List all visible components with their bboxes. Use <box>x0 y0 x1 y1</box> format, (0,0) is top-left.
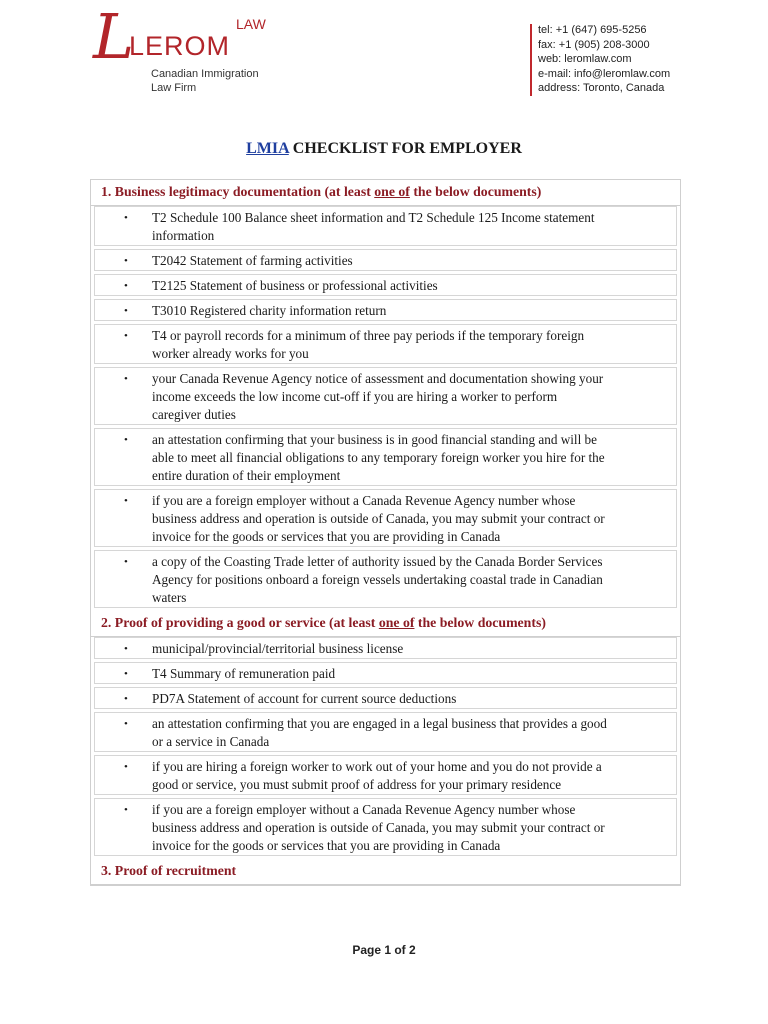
checklist-item-line: business address and operation is outside of Canada, you may submit your contract or <box>152 820 605 835</box>
checklist-item-line: T3010 Registered charity information return <box>152 303 387 318</box>
checklist-item-line: income exceeds the low income cut-off if you are hiring a worker to perform <box>152 389 558 404</box>
checklist-item-line: T4 Summary of remuneration paid <box>152 666 336 681</box>
section-heading-text: 2. Proof of providing a good or service (at least <box>101 615 379 630</box>
contact-divider <box>530 24 532 96</box>
checklist-item-line: invoice for the goods or services that you are providing in Canada <box>152 529 501 544</box>
checklist-item-line: caregiver duties <box>152 407 236 422</box>
checklist-item-line: an attestation confirming that you are engaged in a legal business that provides a good <box>152 716 607 731</box>
bullet-icon: • <box>124 643 128 655</box>
contact-address: address: Toronto, Canada <box>538 82 665 95</box>
checklist-item-line: Agency for positions onboard a foreign vessels undertaking coastal trade in Canadian <box>152 572 603 587</box>
logo-subtitle-1: Canadian Immigration <box>151 68 259 80</box>
checklist-item <box>94 324 677 364</box>
bullet-icon: • <box>124 718 128 730</box>
section-heading-text: the below documents) <box>409 184 542 199</box>
checklist-item <box>94 428 677 486</box>
checklist-item <box>94 550 677 608</box>
contact-info <box>538 23 670 96</box>
checklist-table <box>90 179 681 886</box>
bullet-icon: • <box>124 693 128 705</box>
section-heading-2 <box>91 611 680 637</box>
bullet-icon: • <box>124 668 128 680</box>
bullet-icon: • <box>124 373 128 385</box>
page-number: Page 1 of 2 <box>352 943 416 957</box>
checklist-item <box>94 687 677 709</box>
contact-web[interactable]: web: leromlaw.com <box>538 53 632 66</box>
section-heading-text: the below documents) <box>414 615 546 630</box>
checklist-item-line: an attestation confirming that your business is in good financial standing and will be <box>152 432 597 447</box>
logo-name: LEROM <box>129 31 231 61</box>
checklist-item-line: business address and operation is outside of Canada, you may submit your contract or <box>152 511 605 526</box>
checklist-item <box>94 274 677 296</box>
title-rest: CHECKLIST FOR EMPLOYER <box>288 140 522 157</box>
checklist-item-line: waters <box>152 590 187 605</box>
bullet-icon: • <box>124 495 128 507</box>
checklist-item <box>94 249 677 271</box>
checklist-item-line: able to meet all financial obligations to any temporary foreign worker you hire for the <box>152 450 605 465</box>
checklist-item-line: good or service, you must submit proof of address for your primary residence <box>152 777 562 792</box>
section-heading-emphasis: one of <box>378 615 415 630</box>
bullet-icon: • <box>124 804 128 816</box>
checklist-item <box>94 299 677 321</box>
section-heading-1 <box>91 180 680 206</box>
logo-script-letter: L <box>93 0 135 73</box>
logo-subtitle-2: Law Firm <box>151 82 197 94</box>
bullet-icon: • <box>124 255 128 267</box>
checklist-item-line: if you are a foreign employer without a Canada Revenue Agency number whose <box>152 802 576 817</box>
checklist-item-line: or a service in Canada <box>152 734 270 749</box>
checklist-item-line: entire duration of their employment <box>152 468 341 483</box>
checklist-item-line: T2 Schedule 100 Balance sheet information and T2 Schedule 125 Income statement <box>152 210 595 225</box>
checklist-item-line: T4 or payroll records for a minimum of three pay periods if the temporary foreign <box>152 328 585 343</box>
bullet-icon: • <box>124 212 128 224</box>
contact-email[interactable]: e-mail: info@leromlaw.com <box>538 67 671 80</box>
company-logo <box>93 0 293 102</box>
checklist-item-line: if you are hiring a foreign worker to work out of your home and you do not provide a <box>152 759 602 774</box>
checklist-item-line: T2125 Statement of business or professional activities <box>152 278 438 293</box>
bullet-icon: • <box>124 761 128 773</box>
bullet-icon: • <box>124 305 128 317</box>
checklist-item-line: PD7A Statement of account for current source deductions <box>152 691 457 706</box>
document-title <box>0 140 768 158</box>
checklist-item <box>94 755 677 795</box>
section-heading-text: 3. Proof of recruitment <box>101 863 237 878</box>
logo-law-text: LAW <box>236 16 266 32</box>
section-heading-emphasis: one of <box>374 184 410 199</box>
checklist-item-line: invoice for the goods or services that you are providing in Canada <box>152 838 501 853</box>
checklist-item <box>94 712 677 752</box>
checklist-item-line: your Canada Revenue Agency notice of assessment and documentation showing your <box>152 371 604 386</box>
checklist-item <box>94 662 677 684</box>
checklist-item <box>94 798 677 856</box>
bullet-icon: • <box>124 280 128 292</box>
bullet-icon: • <box>124 330 128 342</box>
checklist-item-line: a copy of the Coasting Trade letter of authority issued by the Canada Border Services <box>152 554 603 569</box>
checklist-item-line: municipal/provincial/territorial business license <box>152 641 404 656</box>
checklist-item-line: T2042 Statement of farming activities <box>152 253 353 268</box>
checklist-item <box>94 489 677 547</box>
bullet-icon: • <box>124 556 128 568</box>
checklist-item <box>94 367 677 425</box>
checklist-item-line: worker already works for you <box>152 346 309 361</box>
contact-fax: fax: +1 (905) 208-3000 <box>538 38 650 51</box>
checklist-item-line: if you are a foreign employer without a Canada Revenue Agency number whose <box>152 493 576 508</box>
checklist-item-line: information <box>152 228 215 243</box>
title-lmia-link[interactable]: LMIA <box>246 140 289 157</box>
checklist-item <box>94 206 677 246</box>
bullet-icon: • <box>124 434 128 446</box>
checklist-item <box>94 637 677 659</box>
contact-phone: tel: +1 (647) 695-5256 <box>538 24 647 36</box>
section-heading-text: 1. Business legitimacy documentation (at least <box>101 184 375 199</box>
section-heading-3 <box>91 859 680 885</box>
